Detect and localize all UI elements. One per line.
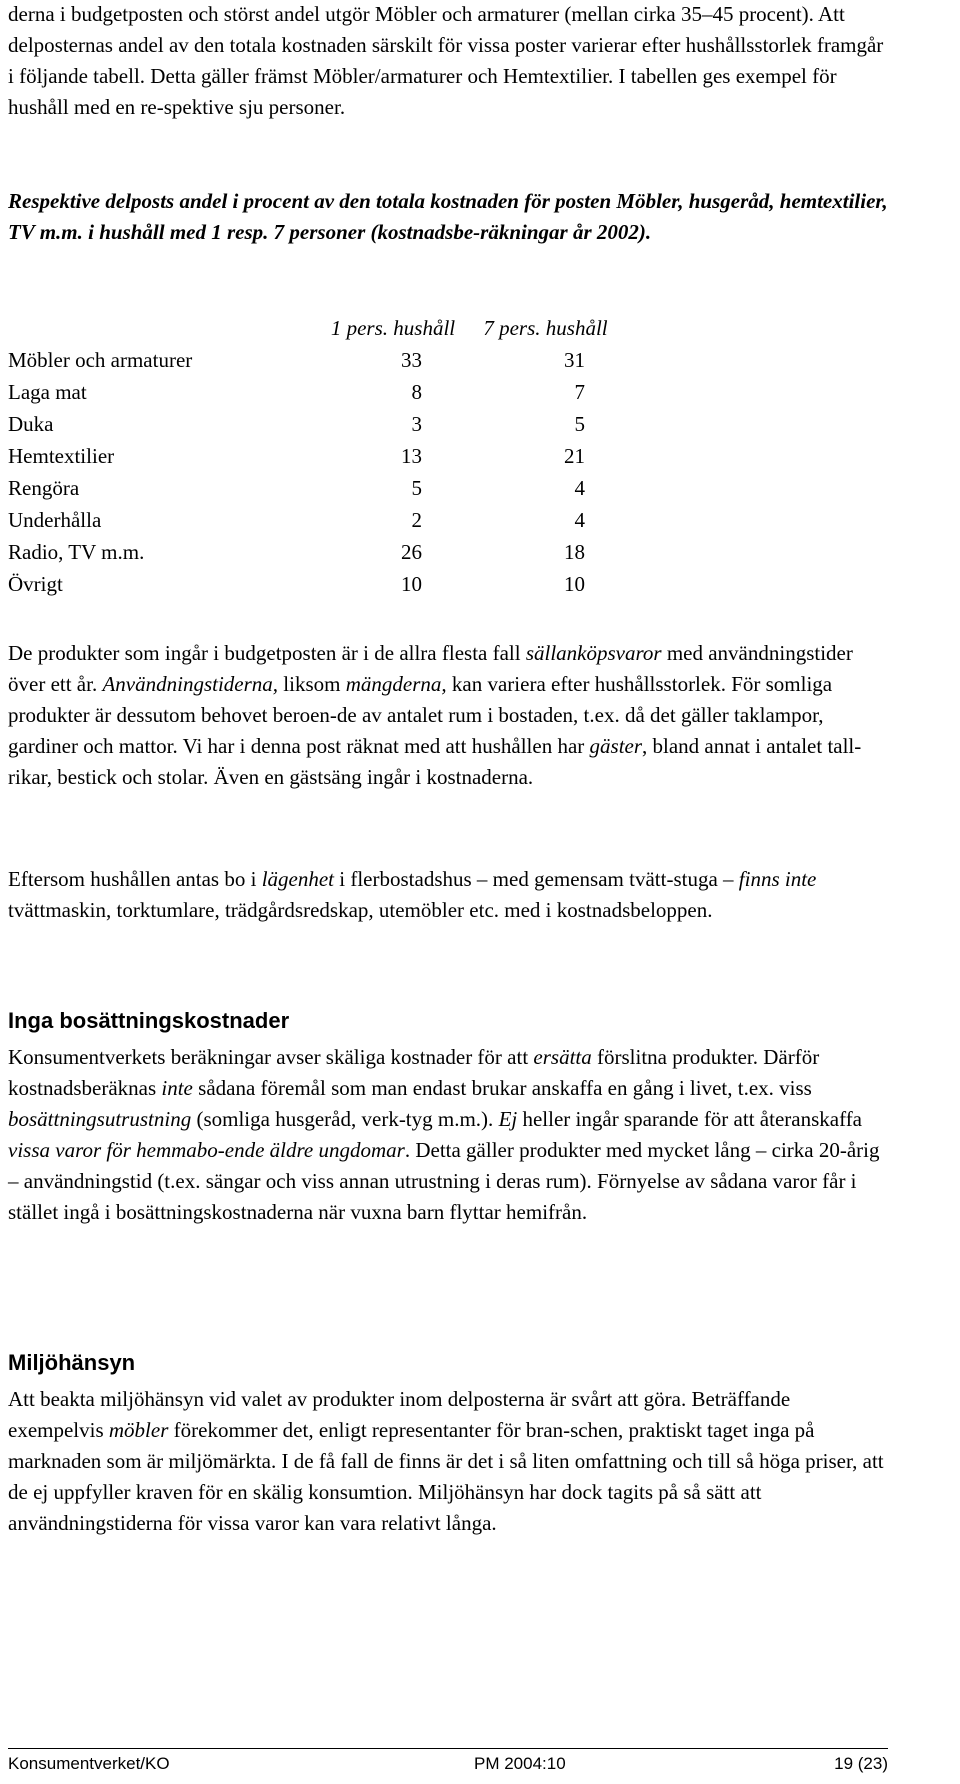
table-row bbox=[8, 408, 633, 440]
emphasis: inte bbox=[161, 1076, 193, 1100]
text-run: förekommer det, enligt representanter för bran-schen, praktiskt taget inga på marknaden som är miljömärkta. I de få fall de finns är det i så liten omfattning och till så höga priser, att de ej uppfyller kraven för en skälig konsumtion. Miljöhänsyn har dock tagits på så sätt att användningstiderna för vissa varor kan vara relativt långa. bbox=[8, 1418, 884, 1535]
text-run: heller ingår sparande för att återanskaffa bbox=[517, 1107, 863, 1131]
text-run: Konsumentverkets beräkningar avser skäliga kostnader för att bbox=[8, 1045, 534, 1069]
intro-paragraph: derna i budgetposten och störst andel utgör Möbler och armaturer (mellan cirka 35–45 procent). Att delposternas andel av den totala kostnaden särskilt för vissa poster varierar efter hushållsstorlek framgår i följande tabell. Detta gäller främst Möbler/armaturer och Hemtextilier. I tabellen ges exempel för hushåll med en re-spektive sju personer. bbox=[8, 2, 884, 119]
table-row bbox=[8, 536, 633, 568]
emphasis: gäster bbox=[589, 734, 643, 758]
inga-paragraph bbox=[8, 1042, 888, 1228]
emphasis: lägenhet bbox=[261, 867, 335, 891]
text-run: tvättmaskin, torktumlare, trädgårdsredskap, utemöbler etc. med i kostnadsbeloppen. bbox=[8, 898, 713, 922]
header-empty bbox=[8, 312, 328, 344]
text-run: . Detta gäller produkter med mycket lång – cirka 20-årig – användningstid (t.ex. sängar och viss annan utrustning i deras rum). Förnyelse av sådana varor får i stället ingå i bosättningskostnaderna när vuxna barn flyttar hemifrån. bbox=[8, 1138, 880, 1224]
emphasis: Ej bbox=[498, 1107, 518, 1131]
text-run: , bland annat i antalet tall-rikar, bestick och stolar. Även en gästsäng ingår i kostnaderna. bbox=[8, 734, 862, 789]
row-label: Laga mat bbox=[8, 380, 87, 404]
value-7-persons: 18 bbox=[564, 540, 585, 564]
footer-page-number: 19 (23) bbox=[834, 1754, 888, 1773]
text-run: liksom bbox=[278, 672, 346, 696]
page-footer bbox=[8, 1748, 888, 1779]
value-1-person: 3 bbox=[411, 412, 422, 436]
text-run: De produkter som ingår i budgetposten är i de allra flesta fall bbox=[8, 641, 526, 665]
emphasis: bosättningsutrustning bbox=[8, 1107, 192, 1131]
emphasis: mängderna, bbox=[345, 672, 447, 696]
text-run: Att beakta miljöhänsyn vid valet av produkter inom delposterna är svårt att göra. Beträffande exempelvis bbox=[8, 1387, 791, 1442]
emphasis: sällanköpsvaror bbox=[525, 641, 662, 665]
text-run: med användningstider över ett år. bbox=[8, 641, 853, 696]
row-label: Radio, TV m.m. bbox=[8, 540, 145, 564]
value-7-persons: 4 bbox=[574, 476, 585, 500]
row-label: Möbler och armaturer bbox=[8, 348, 193, 372]
apartment-paragraph bbox=[8, 864, 888, 926]
heading-inga-bosattningskostnader: Inga bosättningskostnader bbox=[8, 1008, 290, 1033]
emphasis: Användningstiderna, bbox=[102, 672, 279, 696]
row-label: Duka bbox=[8, 412, 54, 436]
miljo-paragraph bbox=[8, 1384, 888, 1539]
table-row bbox=[8, 504, 633, 536]
table-row bbox=[8, 440, 633, 472]
value-7-persons: 21 bbox=[564, 444, 585, 468]
value-1-person: 33 bbox=[401, 348, 422, 372]
value-1-person: 26 bbox=[401, 540, 422, 564]
emphasis: möbler bbox=[108, 1418, 169, 1442]
cost-share-table bbox=[8, 312, 633, 600]
header-1-person: 1 pers. hushåll bbox=[330, 316, 456, 340]
header-7-persons: 7 pers. hushåll bbox=[483, 316, 608, 340]
products-paragraph bbox=[8, 638, 888, 793]
value-1-person: 5 bbox=[411, 476, 422, 500]
text-run: förslitna produkter. Därför kostnadsberäknas bbox=[8, 1045, 820, 1100]
text-run: Eftersom hushållen antas bo i bbox=[8, 867, 262, 891]
value-1-person: 8 bbox=[411, 380, 422, 404]
row-label: Rengöra bbox=[8, 476, 80, 500]
footer-publisher: Konsumentverket/KO bbox=[8, 1754, 170, 1773]
table-row bbox=[8, 568, 633, 600]
footer-report-id: PM 2004:10 bbox=[474, 1754, 566, 1773]
table-row bbox=[8, 472, 633, 504]
text-run: (somliga husgeråd, verk-tyg m.m.). bbox=[191, 1107, 499, 1131]
value-1-person: 10 bbox=[401, 572, 422, 596]
value-7-persons: 31 bbox=[564, 348, 585, 372]
row-label: Hemtextilier bbox=[8, 444, 115, 468]
emphasis: ersätta bbox=[533, 1045, 592, 1069]
text-run: kan variera efter hushållsstorlek. För somliga produkter är dessutom behovet beroen-de av antalet rum i bostaden, t.ex. då det gäller taklampor, gardiner och mattor. Vi har i denna post räknat med att hushållen har bbox=[8, 672, 833, 758]
table-row bbox=[8, 376, 633, 408]
emphasis: vissa varor för hemmabo-ende äldre ungdomar bbox=[8, 1138, 405, 1162]
value-7-persons: 10 bbox=[564, 572, 585, 596]
text-run: i flerbostadshus – med gemensam tvätt-stuga – bbox=[334, 867, 739, 891]
value-1-person: 13 bbox=[401, 444, 422, 468]
value-1-person: 2 bbox=[411, 508, 422, 532]
text-run: sådana föremål som man endast brukar anskaffa en gång i livet, t.ex. viss bbox=[192, 1076, 812, 1100]
row-label: Övrigt bbox=[8, 572, 63, 596]
value-7-persons: 4 bbox=[574, 508, 585, 532]
heading-miljohansyn: Miljöhänsyn bbox=[8, 1350, 136, 1375]
value-7-persons: 5 bbox=[574, 412, 585, 436]
row-label: Underhålla bbox=[8, 508, 102, 532]
table-row bbox=[8, 344, 633, 376]
table-header-row bbox=[8, 312, 633, 344]
value-7-persons: 7 bbox=[574, 380, 585, 404]
emphasis: finns inte bbox=[738, 867, 817, 891]
table-caption: Respektive delposts andel i procent av den totala kostnaden för posten Möbler, husgeråd, hemtextilier, TV m.m. i hushåll med 1 resp. 7 personer (kostnadsbe-räkningar år 2002). bbox=[8, 189, 888, 244]
